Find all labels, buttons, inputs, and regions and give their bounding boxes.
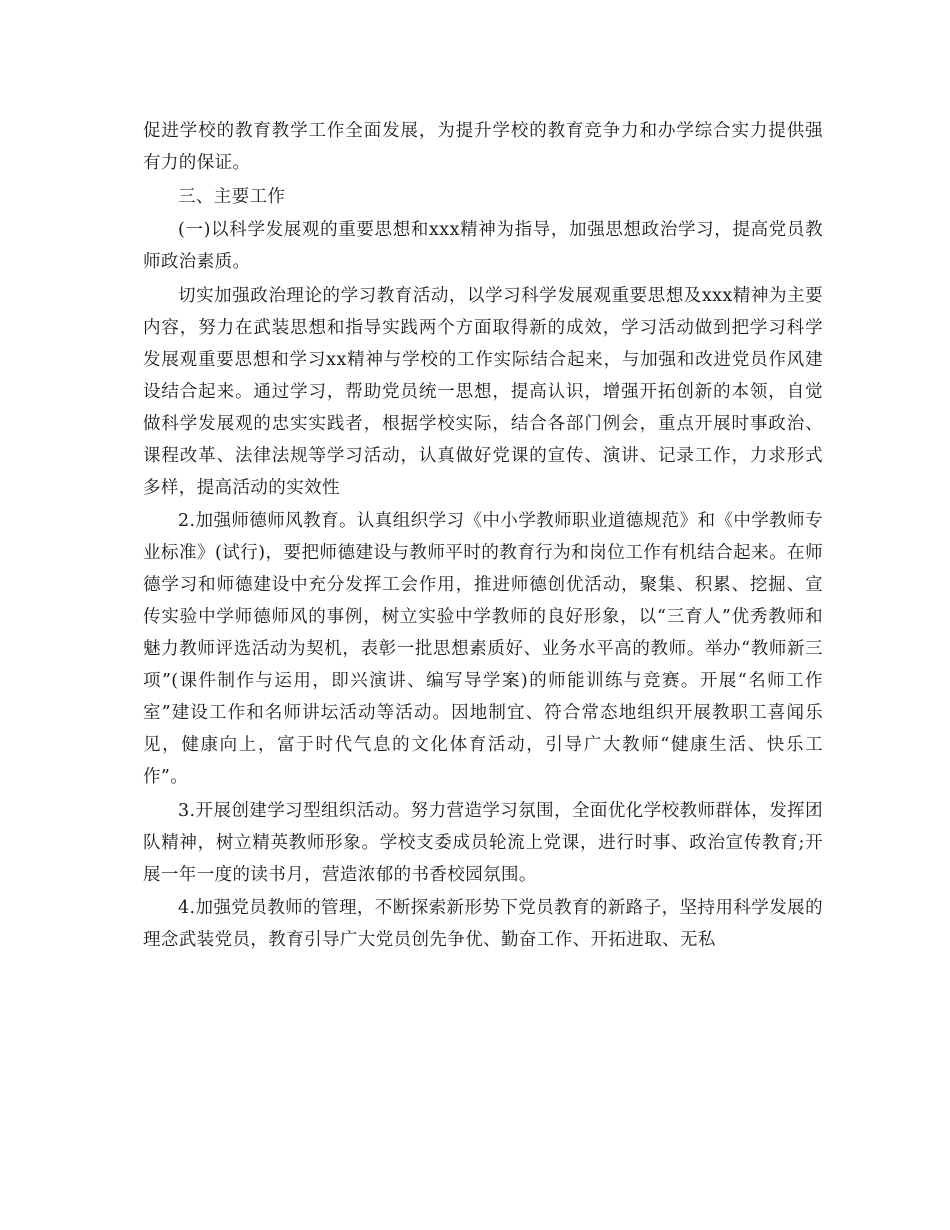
section-heading-main-work: 三、主要工作 xyxy=(178,186,286,207)
paragraph-member-management: 4.加强党员教师的管理，不断探索新形势下党员教育的新路子，坚持用科学发展的理念武装党员，教育引导广大党员创先争优、勤奋工作、开拓进取、无私 xyxy=(143,898,823,950)
subsection-heading-1: (一)以科学发展观的重要思想和xxx精神为指导，加强思想政治学习，提高党员教师政治素质。 xyxy=(143,220,823,272)
paragraph-political-study: 切实加强政治理论的学习教育活动，以学习科学发展观重要思想及xxx精神为主要内容，努力在武装思想和指导实践两个方面取得新的成效，学习活动做到把学习科学发展观重要思想和学习xx精神与学校的工作实际结合起来，与加强和改进党员作风建设结合起来。通过学习，帮助党员统一思想，提高认识，增强开拓创新的本领，自觉做科学发展观的忠实实践者，根据学校实际，结合各部门例会，重点开展时事政治、课程改革、法律法规等学习活动，认真做好党课的宣传、演讲、记录工作，力求形式多样，提高活动的实效性 xyxy=(143,285,823,498)
paragraph-learning-organization: 3.开展创建学习型组织活动。努力营造学习氛围，全面优化学校教师群体，发挥团队精神，树立精英教师形象。学校支委成员轮流上党课，进行时事、政治宣传教育;开展一年一度的读书月，营造浓郁的书香校园氛围。 xyxy=(143,800,823,885)
paragraph-ethics-education: 2.加强师德师风教育。认真组织学习《中小学教师职业道德规范》和《中学教师专业标准》(试行)，要把师德建设与教师平时的教育行为和岗位工作有机结合起来。在师德学习和师德建设中充分发挥工会作用，推进师德创优活动，聚集、积累、挖掘、宣传实验中学师德师风的事例，树立实验中学教师的良好形象，以“三育人”优秀教师和魅力教师评选活动为契机，表彰一批思想素质好、业务水平高的教师。举办“教师新三项”(课件制作与运用，即兴演讲、编写导学案)的师能训练与竞赛。开展“名师工作室”建设工作和名师讲坛活动等活动。因地制宜、符合常态地组织开展教职工喜闻乐见，健康向上，富于时代气息的文化体育活动，引导广大教师“健康生活、快乐工作”。 xyxy=(143,511,823,787)
paragraph-1: 促进学校的教育教学工作全面发展，为提升学校的教育竞争力和办学综合实力提供强有力的保证。 xyxy=(143,121,823,173)
document-body xyxy=(143,115,823,958)
